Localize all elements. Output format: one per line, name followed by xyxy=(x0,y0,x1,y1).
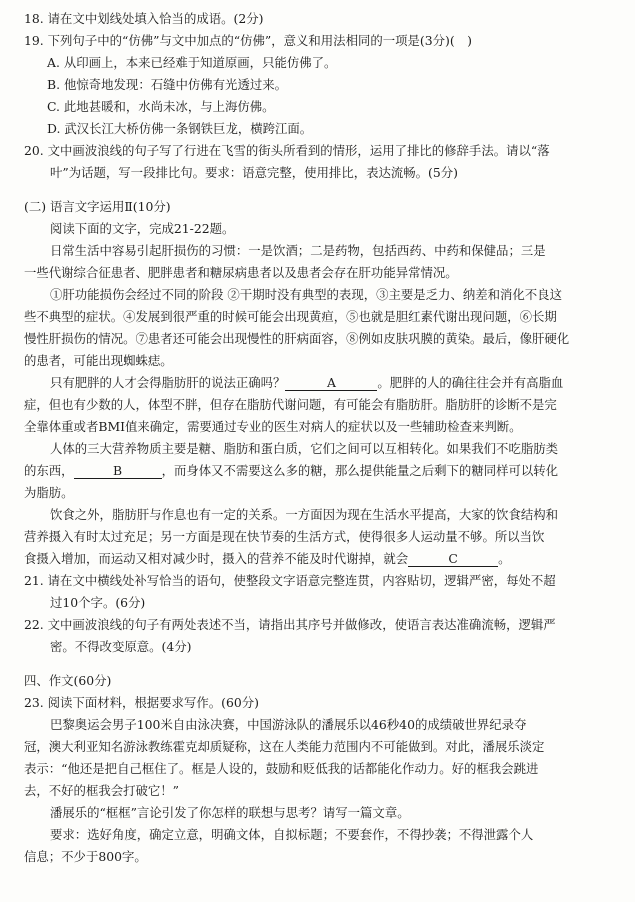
passage-p4-text-after-b: ，而身体又不需要这么多的糖，那么提供能量之后剩下的糖同样可以转化 xyxy=(161,463,559,478)
blank-c: C xyxy=(408,551,498,567)
question-19-stem: 19. 下列句子中的“仿佛”与文中加点的“仿佛”，意义和用法相同的一项是(3分)( ) xyxy=(24,33,472,48)
section-4-heading: 四、作文(60分) xyxy=(24,673,112,688)
material-line-1: 巴黎奥运会男子100米自由泳决赛，中国游泳队的潘展乐以46秒40的成绩破世界纪录夺 xyxy=(50,717,527,732)
question-22-line-2: 密。不得改变原意。(4分) xyxy=(50,639,192,654)
section-2-heading: (二) 语言文字运用Ⅱ(10分) xyxy=(24,199,171,214)
passage-p3-line-3: 全靠体重或者BMI值来确定，需要通过专业的医生对病人的症状以及一些辅助检查来判断。 xyxy=(24,419,522,434)
requirements-line-2: 信息；不少于800字。 xyxy=(24,849,147,864)
requirements-line-1: 要求：选好角度，确定立意，明确文体，自拟标题；不要套作，不得抄袭；不得泄露个人 xyxy=(50,827,534,842)
question-20-line-2: 叶”为话题，写一段排比句。要求：语意完整，使用排比，表达流畅。(5分) xyxy=(50,165,458,180)
section-2-instruction: 阅读下面的文字，完成21-22题。 xyxy=(50,221,235,236)
question-21-line-2: 过10个字。(6分) xyxy=(50,595,146,610)
question-19-option-a: A. 从印画上，本来已经难于知道原画，只能仿佛了。 xyxy=(47,55,337,70)
prompt-line: 潘展乐的“框框”言论引发了你怎样的联想与思考？请写一篇文章。 xyxy=(50,805,410,820)
passage-p1-line-1: 日常生活中容易引起肝损伤的习惯：一是饮酒；二是药物，包括西药、中药和保健品；三是 xyxy=(50,243,546,258)
blank-a: A xyxy=(285,375,377,391)
question-22-line-1: 22. 文中画波浪线的句子有两处表述不当，请指出其序号并做修改，使语言表达准确流畅，逻辑严 xyxy=(24,617,556,632)
passage-p3-line-1 xyxy=(50,372,563,393)
passage-p5-line-2: 营养摄入有时太过充足；另一方面是现在快节奏的生活方式，使得很多人运动量不够。所以当饮 xyxy=(24,529,545,544)
passage-p3-text-after-a: 。肥胖的人的确往往会并有高脂血 xyxy=(377,375,564,390)
material-line-3: 表示：“他还是把自己框住了。框是人设的，鼓励和贬低我的话都能化作动力。好的框我会跳进 xyxy=(24,761,539,776)
question-19-option-b: B. 他惊奇地发现：石缝中仿佛有光透过来。 xyxy=(47,77,288,92)
passage-p4-line-2 xyxy=(24,460,558,481)
passage-p2-line-4: 的患者，可能出现蜘蛛痣。 xyxy=(24,353,173,368)
blank-b: B xyxy=(74,463,162,479)
passage-p3-text-before-a: 只有肥胖的人才会得脂肪肝的说法正确吗？ xyxy=(50,375,286,390)
material-line-2: 冠，澳大利亚知名游泳教练霍克却质疑称，这在人类能力范围内不可能做到。对此，潘展乐淡定 xyxy=(24,739,545,754)
passage-p5-line-1: 饮食之外，脂肪肝与作息也有一定的关系。一方面因为现在生活水平提高，大家的饮食结构和 xyxy=(50,507,559,522)
passage-p2-line-1: ①肝功能损伤会经过不同的阶段 ②干期时没有典型的表现，③主要是乏力、纳差和消化不良这 xyxy=(50,287,562,302)
passage-p5-text-before-c: 食摄入增加，而运动又相对减少时，摄入的营养不能及时代谢掉，就会 xyxy=(24,551,409,566)
question-23-stem: 23. 阅读下面材料，根据要求写作。(60分) xyxy=(24,695,259,710)
passage-p3-line-2: 症，但也有少数的人，体型不胖，但存在脂肪代谢问题，有可能会有脂肪肝。脂肪肝的诊断不是完 xyxy=(24,397,557,412)
passage-p2-line-2: 些不典型的症状。④发展到很严重的时候可能会出现黄疸，⑤也就是胆红素代谢出现问题，⑥长期 xyxy=(24,309,557,324)
passage-p2-line-3: 慢性肝损伤的情况。⑦患者还可能会出现慢性的肝病面容，⑧例如皮肤巩膜的黄染。最后，像肝硬化 xyxy=(24,331,570,346)
passage-p4-text-before-b: 的东西， xyxy=(24,463,74,478)
passage-p4-line-1: 人体的三大营养物质主要是糖、脂肪和蛋白质，它们之间可以互相转化。如果我们不吃脂肪类 xyxy=(50,441,559,456)
passage-p5-line-3 xyxy=(24,548,511,569)
question-19-option-c: C. 此地甚暖和，水尚未冰，与上海仿佛。 xyxy=(47,99,275,114)
question-20-line-1: 20. 文中画波浪线的句子写了行进在飞雪的街头所看到的情形，运用了排比的修辞手法。请以“落 xyxy=(24,143,550,158)
passage-p4-line-3: 为脂肪。 xyxy=(24,485,74,500)
passage-p5-text-after-c: 。 xyxy=(498,551,511,566)
material-line-4: 去，不好的框我会打破它！” xyxy=(24,783,180,798)
question-19-option-d: D. 武汉长江大桥仿佛一条钢铁巨龙，横跨江面。 xyxy=(47,121,313,136)
question-18: 18. 请在文中划线处填入恰当的成语。(2分) xyxy=(24,11,264,26)
question-21-line-1: 21. 请在文中横线处补写恰当的语句，使整段文字语意完整连贯，内容贴切，逻辑严密，每处不超 xyxy=(24,573,556,588)
passage-p1-line-2: 一些代谢综合征患者、肥胖患者和糖尿病患者以及患者会存在肝功能异常情况。 xyxy=(24,265,458,280)
